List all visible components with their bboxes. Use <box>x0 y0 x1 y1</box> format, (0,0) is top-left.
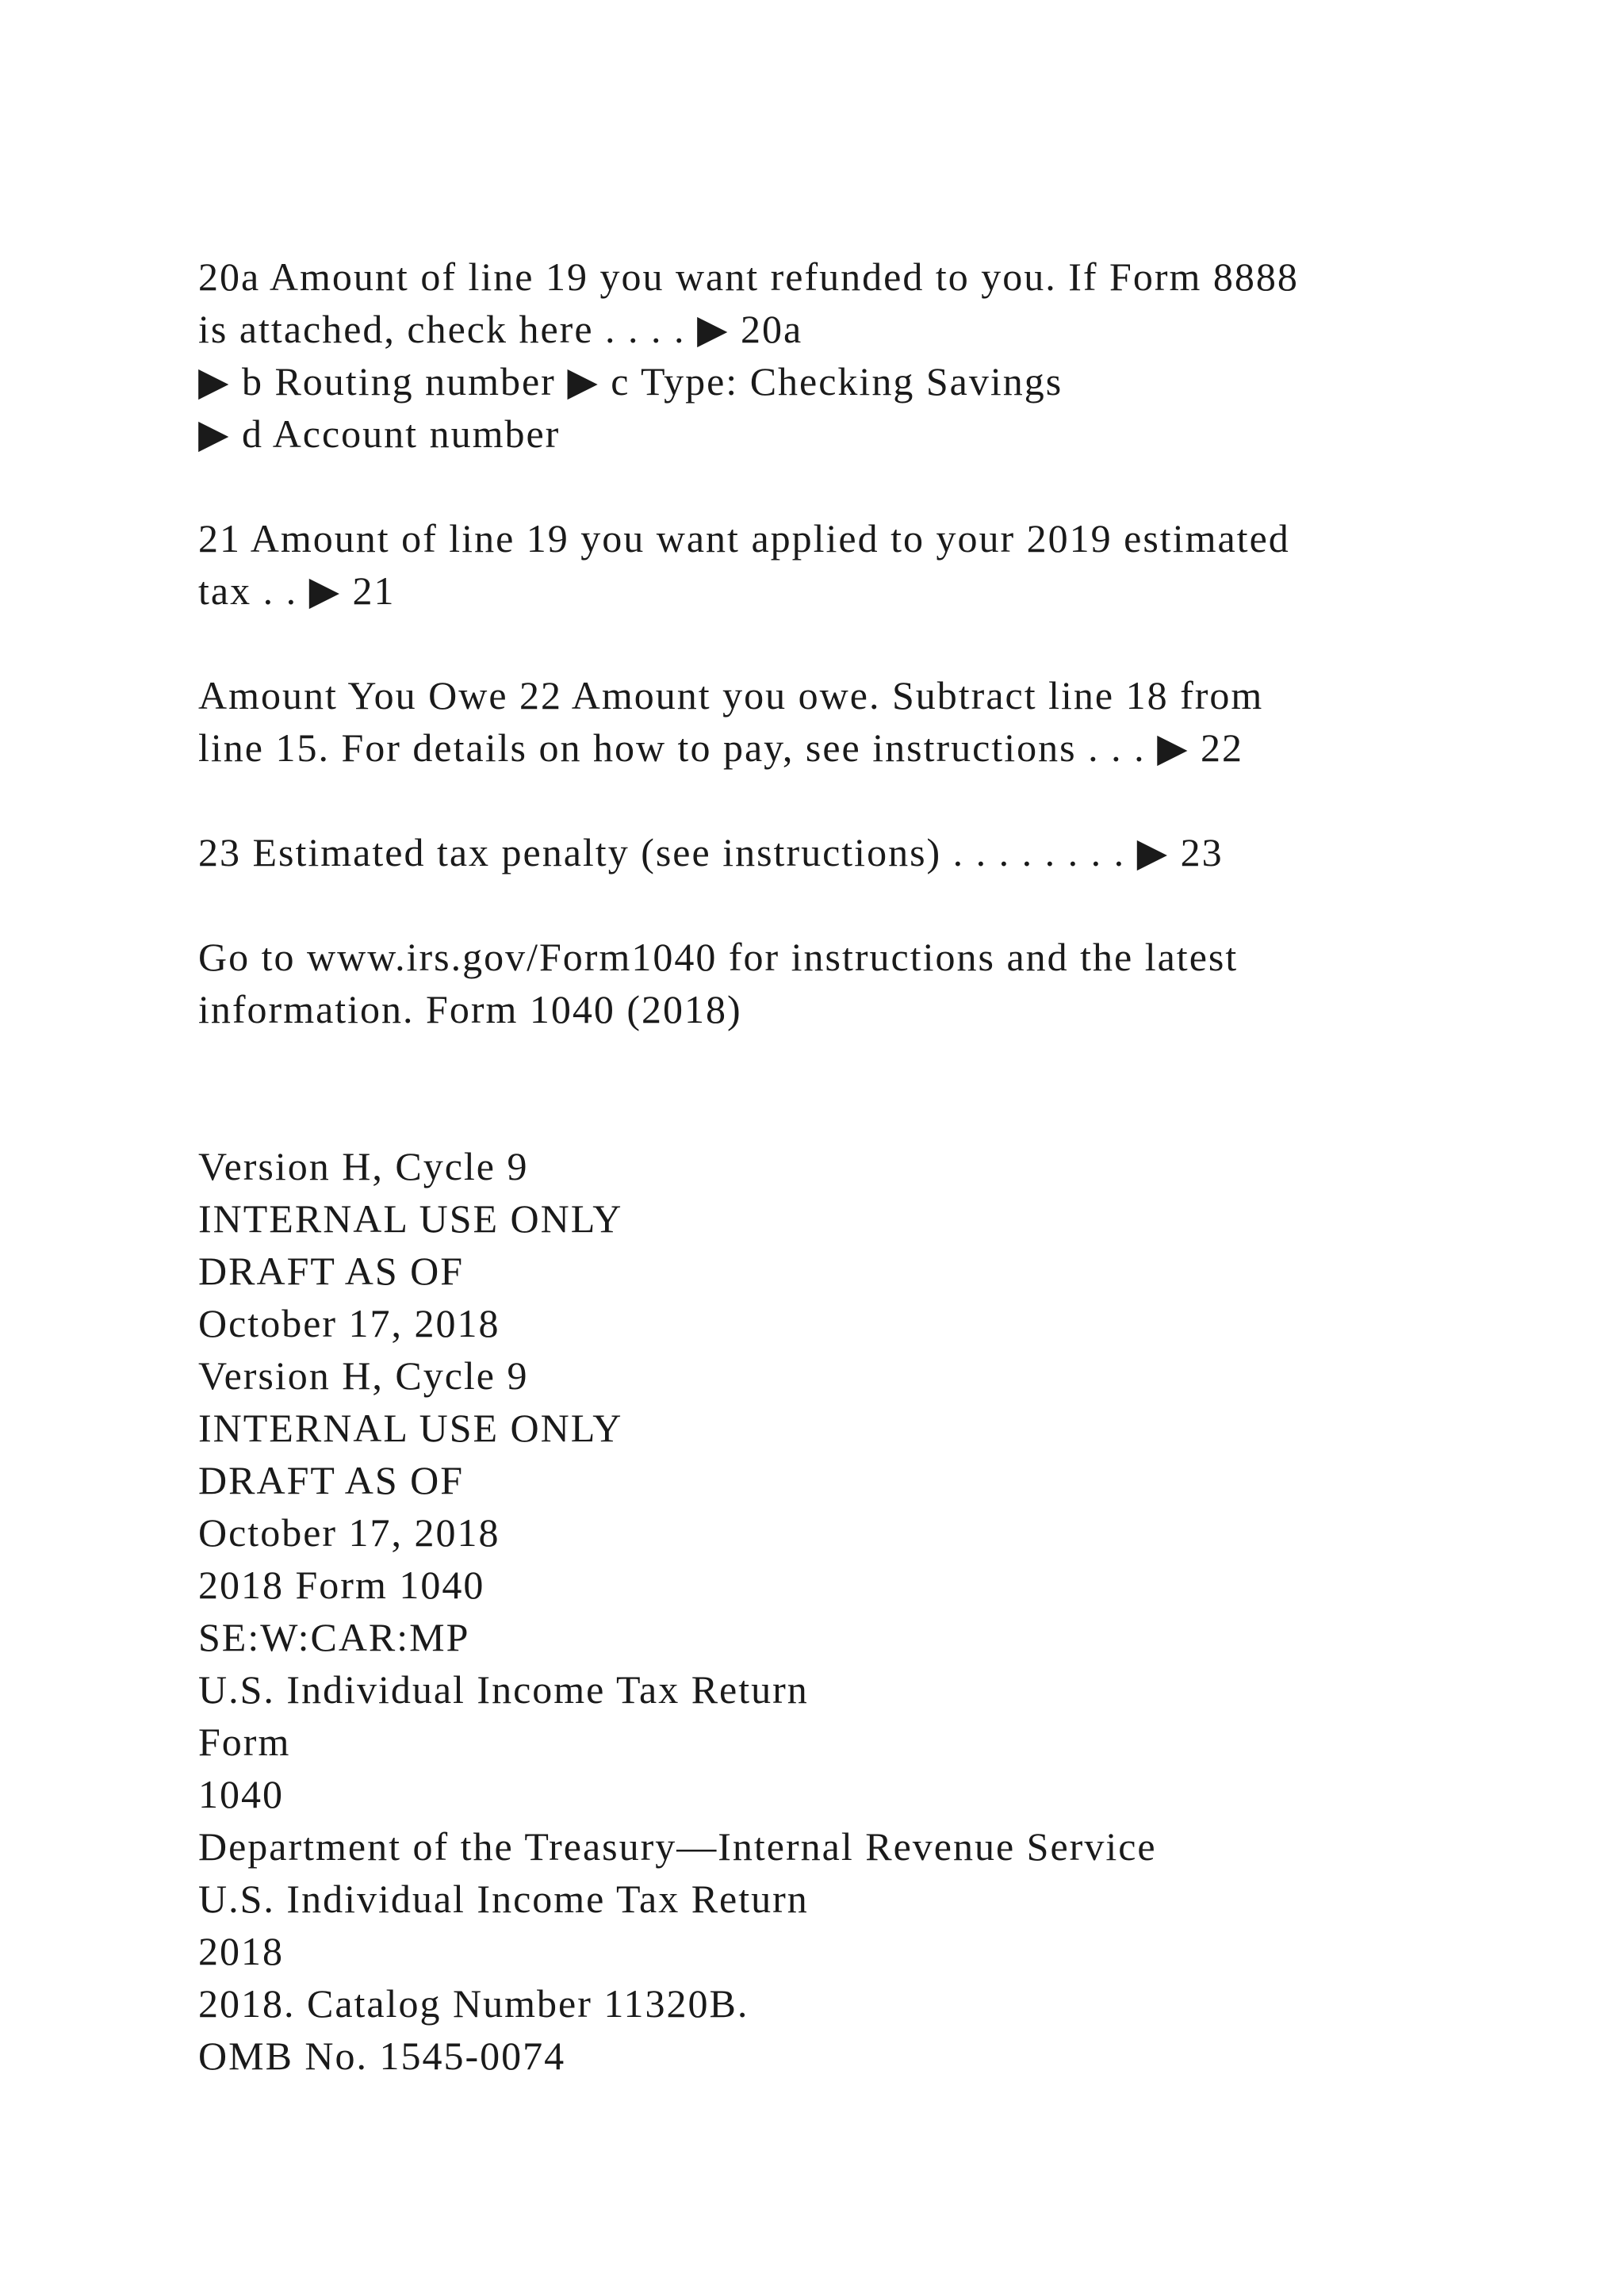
section-spacer <box>198 1035 1451 1140</box>
paragraph-spacer <box>198 460 1451 512</box>
draft-label: DRAFT AS OF <box>198 1249 465 1293</box>
text-line: ▶ b Routing number ▶ c Type: Checking Savings <box>198 359 1063 404</box>
catalog-number: 2018. Catalog Number 11320B. <box>198 1981 749 2026</box>
form-metadata-block <box>198 1140 1451 2082</box>
omb-number: OMB No. 1545-0074 <box>198 2034 566 2078</box>
internal-use-text: INTERNAL USE ONLY <box>198 1196 623 1241</box>
agency-name: Department of the Treasury—Internal Revenue Service <box>198 1824 1157 1869</box>
text-line: line 15. For details on how to pay, see instructions . . . ▶ 22 <box>198 725 1244 770</box>
draft-date: October 17, 2018 <box>198 1510 500 1555</box>
text-line: information. Form 1040 (2018) <box>198 987 742 1031</box>
paragraph-spacer <box>198 774 1451 826</box>
version-text: Version H, Cycle 9 <box>198 1353 529 1398</box>
text-line: 20a Amount of line 19 you want refunded to you. If Form 8888 <box>198 254 1299 299</box>
paragraph-line-23 <box>198 826 1451 878</box>
text-line: 21 Amount of line 19 you want applied to your 2019 estimated <box>198 516 1290 561</box>
tax-year: 2018 <box>198 1929 284 1973</box>
text-line: tax . . ▶ 21 <box>198 568 396 613</box>
office-code: SE:W:CAR:MP <box>198 1615 470 1659</box>
text-line: is attached, check here . . . . ▶ 20a <box>198 307 803 351</box>
version-text: Version H, Cycle 9 <box>198 1144 529 1188</box>
paragraph-line-22 <box>198 669 1451 774</box>
paragraph-spacer <box>198 617 1451 669</box>
return-title: U.S. Individual Income Tax Return <box>198 1667 809 1712</box>
form-title: 2018 Form 1040 <box>198 1563 485 1607</box>
paragraph-spacer <box>198 878 1451 931</box>
paragraph-line-20a <box>198 251 1451 460</box>
draft-date: October 17, 2018 <box>198 1301 500 1345</box>
draft-label: DRAFT AS OF <box>198 1458 465 1502</box>
document-body <box>198 251 1451 2082</box>
paragraph-footer-note <box>198 931 1451 1035</box>
text-line: 23 Estimated tax penalty (see instructions) . . . . . . . . ▶ 23 <box>198 830 1224 874</box>
text-line: ▶ d Account number <box>198 411 561 456</box>
paragraph-line-21 <box>198 512 1451 617</box>
internal-use-text: INTERNAL USE ONLY <box>198 1406 623 1450</box>
form-label: Form <box>198 1720 291 1764</box>
return-title: U.S. Individual Income Tax Return <box>198 1877 809 1921</box>
text-line: Amount You Owe 22 Amount you owe. Subtract line 18 from <box>198 673 1264 718</box>
form-number: 1040 <box>198 1772 284 1816</box>
text-line: Go to www.irs.gov/Form1040 for instructions and the latest <box>198 935 1239 979</box>
